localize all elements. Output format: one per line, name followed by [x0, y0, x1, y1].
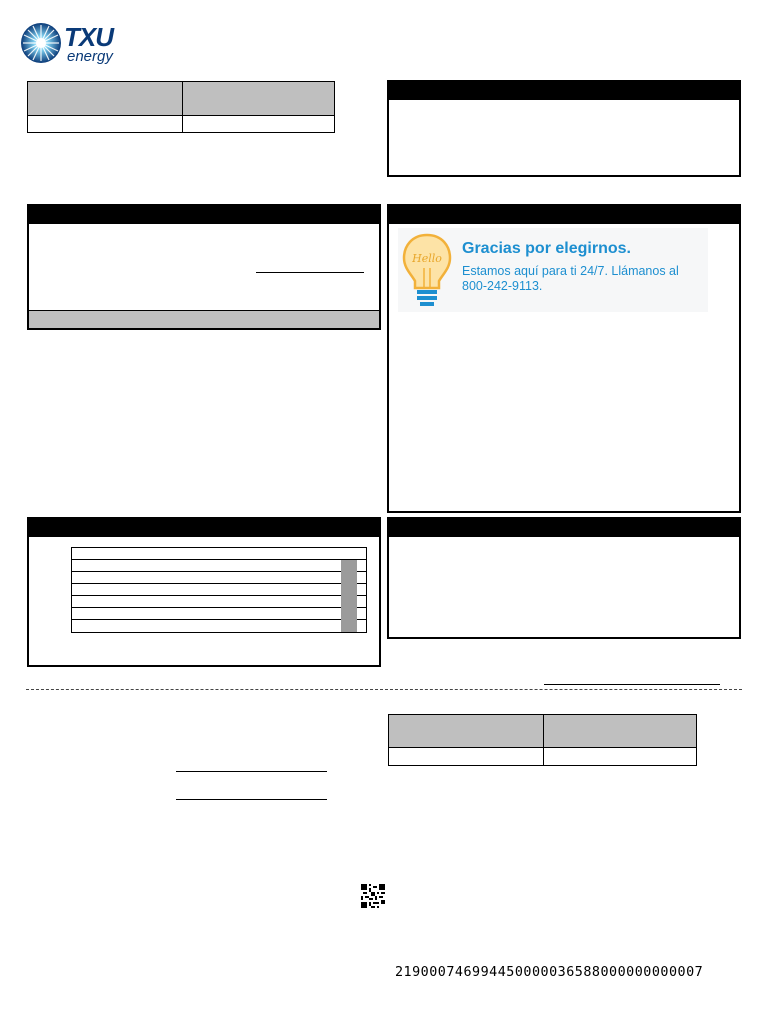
- qr-code-icon: [361, 884, 385, 908]
- logo-wordmark: TXU: [64, 22, 113, 52]
- txu-energy-logo: [20, 22, 120, 66]
- usage-bar: [341, 560, 357, 632]
- panel-header: [389, 519, 739, 537]
- middle-left-panel: [27, 204, 381, 330]
- promo-banner: [398, 228, 708, 312]
- table-header-row: [28, 82, 334, 116]
- signature-line: [544, 684, 720, 685]
- grid-line: [72, 571, 366, 572]
- panel-footer-bar: [29, 310, 379, 328]
- amount-enclosed-line: [176, 771, 327, 772]
- panel-header: [29, 206, 379, 224]
- amount-enclosed-line: [176, 799, 327, 800]
- amount-underline: [256, 272, 364, 273]
- ocr-scan-line: 219000746994450000036588000000000007: [395, 965, 704, 980]
- panel-header: [29, 519, 379, 537]
- logo-subtext: energy: [67, 48, 113, 65]
- grid-line: [72, 595, 366, 596]
- grid-line: [72, 607, 366, 608]
- top-right-panel: [387, 80, 741, 177]
- remittance-table: [388, 714, 697, 766]
- usage-grid: [71, 547, 367, 633]
- account-summary-table: [27, 81, 335, 133]
- grid-line: [72, 559, 366, 560]
- table-column-divider: [543, 715, 544, 765]
- grid-line: [72, 619, 366, 620]
- starburst-logo-icon: [20, 22, 62, 64]
- panel-header: [389, 82, 739, 100]
- table-column-divider: [182, 82, 183, 132]
- bottom-right-panel: [387, 517, 741, 639]
- grid-line: [72, 583, 366, 584]
- promo-title: Gracias por elegirnos.: [462, 240, 631, 257]
- panel-header: [389, 206, 739, 224]
- tear-off-line: [26, 689, 742, 690]
- lightbulb-icon: [402, 232, 452, 308]
- promo-body: Estamos aquí para ti 24/7. Llámanos al 800-242-9113.: [462, 264, 679, 293]
- bulb-hello-text: Hello: [412, 252, 442, 265]
